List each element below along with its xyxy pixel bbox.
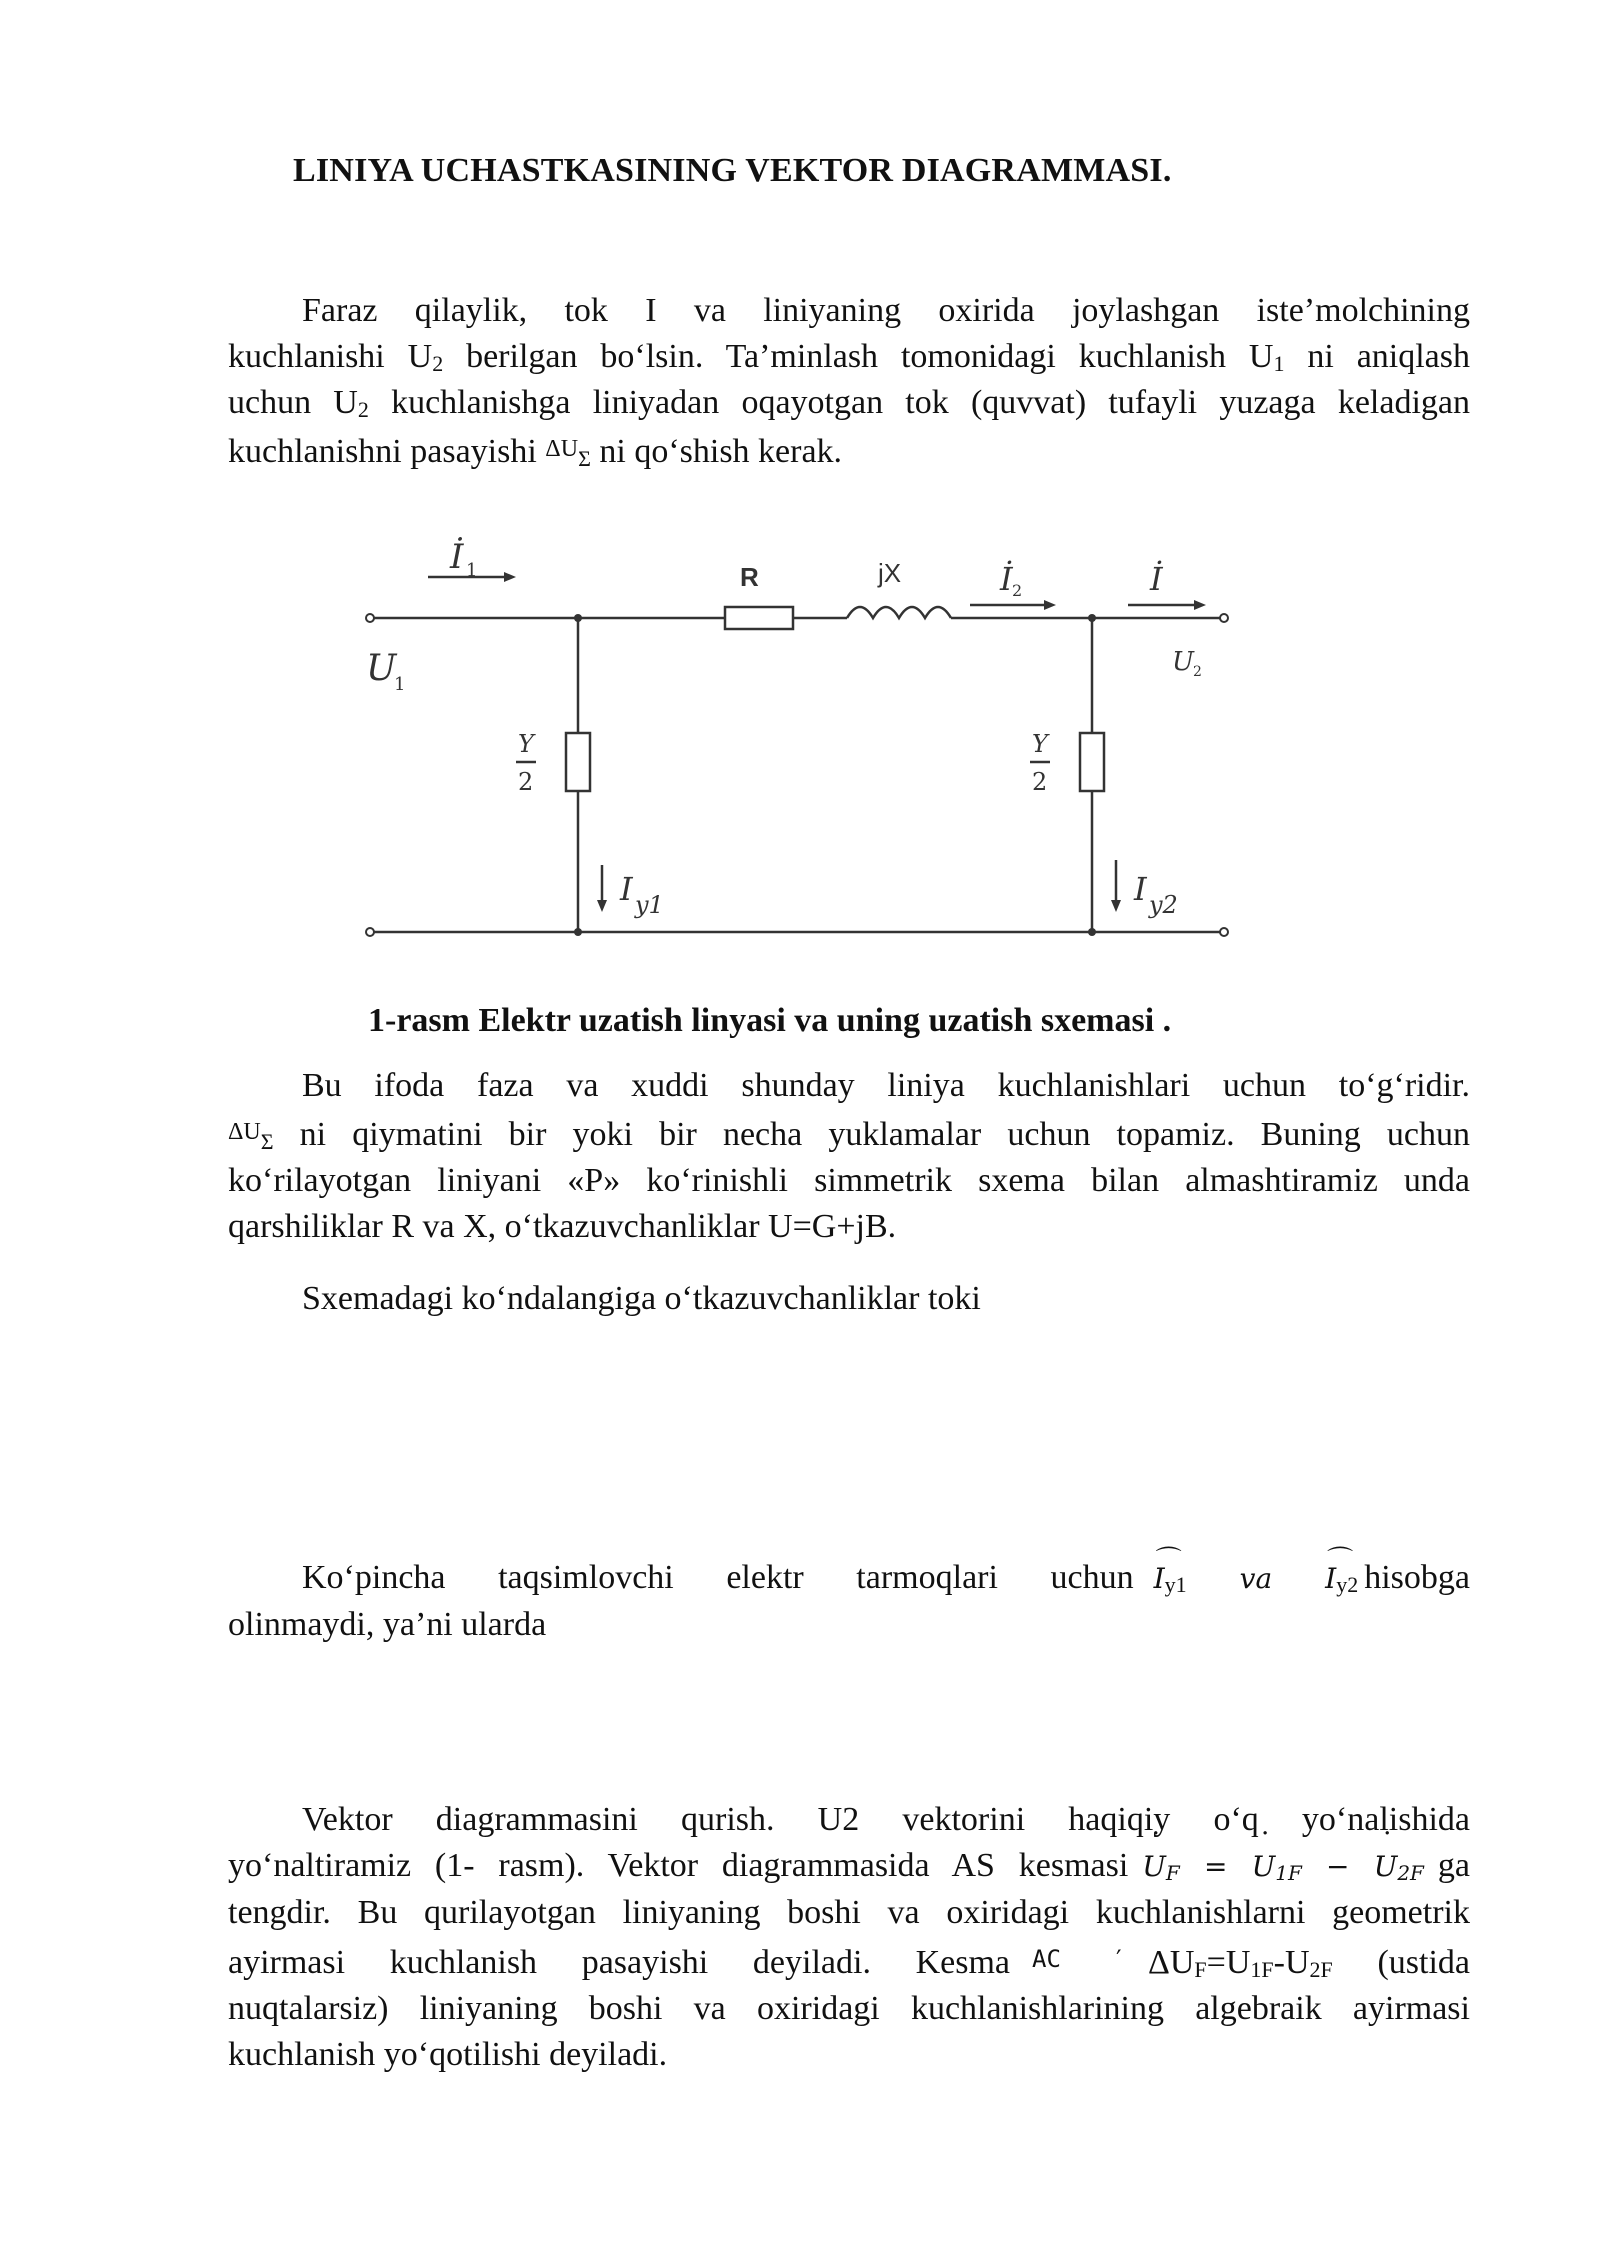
- subscript: Σ: [578, 446, 591, 471]
- para2-line2: ni qiymatini bir yoki bir necha yuklamalar uchun topamiz. Buning uchun: [273, 1116, 1470, 1153]
- subscript: 1F: [1275, 1861, 1302, 1885]
- i1-arrowhead: [504, 572, 516, 582]
- para1-line4a: kuchlanishni pasayishi: [228, 433, 546, 470]
- paragraph-shunt-current: [228, 1276, 1470, 1322]
- label-i1-sub: 1: [466, 560, 478, 581]
- para5-line4b: (ustida: [1332, 1944, 1471, 1981]
- label-i1: İ: [450, 537, 464, 577]
- label-u2: U: [1172, 647, 1194, 677]
- label-2-right: 2: [1032, 768, 1048, 796]
- label-u1: U: [366, 648, 397, 689]
- subscript: F: [1194, 1957, 1207, 1982]
- subscript: 2: [357, 397, 369, 422]
- paragraph-formula: [228, 1063, 1470, 1250]
- va-word: va: [1186, 1562, 1326, 1595]
- iy2-symbol: ⌒ I: [1325, 1556, 1336, 1602]
- label-2-left: 2: [518, 768, 534, 796]
- node-left-bottom: [574, 928, 582, 936]
- para5-line1: Vektor diagrammasini qurish. U2 vektorini haqiqiy o‘q yo‘nalishida: [302, 1801, 1470, 1838]
- right-shunt-admittance: [1080, 733, 1104, 791]
- inductor-jx: [847, 607, 951, 618]
- para4-line1a: Ko‘pincha taqsimlovchi elektr tarmoqlari uchun: [302, 1559, 1134, 1596]
- uf-symbol: ˙ U: [1142, 1844, 1166, 1890]
- para2-line1: Bu ifoda faza va xuddi shunday liniya kuchlanishlari uchun to‘g‘ridir.: [302, 1067, 1470, 1104]
- equation-part: =U: [1206, 1944, 1251, 1981]
- node-left-top: [574, 614, 582, 622]
- label-y-right: Y: [1032, 730, 1048, 758]
- subscript: 1F: [1250, 1957, 1274, 1982]
- para5-line2a: yo‘naltiramiz (1- rasm). Vektor diagrammasida AS kesmasi: [228, 1847, 1129, 1884]
- para1-line2a: kuchlanishi U: [228, 338, 433, 375]
- iy1-arrowhead: [597, 900, 607, 912]
- equals-sign: =: [1179, 1850, 1252, 1883]
- page-title: LINIYA UCHASTKASINING VEKTOR DIAGRAMMASI.: [293, 152, 1172, 189]
- subscript: F: [1165, 1861, 1180, 1885]
- transmission-line-circuit-diagram: [350, 520, 1250, 960]
- para1-line3a: uchun U: [228, 384, 358, 421]
- terminal-u2-top: [1220, 614, 1228, 622]
- u2f-symbol: ˙ U: [1374, 1844, 1398, 1890]
- label-iy2-sub: y2: [1149, 891, 1178, 919]
- iy1-symbol: ⌒ I: [1154, 1556, 1165, 1602]
- para2-line4: qarshiliklar R va X, o‘tkazuvchanliklar U=G+jB.: [228, 1208, 897, 1245]
- paragraph-intro: [228, 288, 1470, 475]
- left-shunt-admittance: [566, 733, 590, 791]
- ac-prime-label: AC ′: [1032, 1945, 1126, 1973]
- label-iy1: I: [620, 870, 633, 908]
- subscript: Σ: [260, 1129, 274, 1154]
- label-r: R: [740, 562, 759, 592]
- label-u2-sub: 2: [1193, 664, 1202, 680]
- para5-line5: nuqtalarsiz) liniyaning boshi va oxiridagi kuchlanishlarining algebraik ayirmasi: [228, 1990, 1470, 2027]
- node-right-bottom: [1088, 928, 1096, 936]
- paragraph-vector-diagram: [228, 1797, 1470, 2078]
- u1f-symbol: ˙ U: [1252, 1844, 1276, 1890]
- label-i: İ: [1150, 560, 1163, 598]
- label-jx: jX: [878, 558, 902, 588]
- para4-line1b: hisobga: [1364, 1559, 1471, 1596]
- resistor-r: [725, 607, 793, 629]
- para1-line2b: berilgan bo‘lsin. Ta’minlash tomonidagi kuchlanish U: [443, 338, 1274, 375]
- label-iy1-sub: y1: [635, 891, 664, 919]
- subscript: 2F: [1309, 1957, 1333, 1982]
- para1-line1: Faraz qilaylik, tok I va liniyaning oxirida joylashgan iste’molchining: [302, 292, 1470, 329]
- label-iy2: I: [1134, 870, 1147, 908]
- terminal-u1-bottom: [366, 928, 374, 936]
- para4-line2: olinmaydi, ya’ni ularda: [228, 1606, 547, 1643]
- para5-line2b: ga: [1437, 1847, 1471, 1884]
- i-arrowhead: [1194, 600, 1206, 610]
- para3-line1: Sxemadagi ko‘ndalangiga o‘tkazuvchanliklar toki: [302, 1280, 981, 1317]
- terminal-u1-top: [366, 614, 374, 622]
- label-y-left: Y: [518, 730, 534, 758]
- para5-line6: kuchlanish yo‘qotilishi deyiladi.: [228, 2036, 668, 2073]
- minus-sign: −: [1301, 1850, 1374, 1883]
- iy2-arrowhead: [1111, 900, 1121, 912]
- delta-u-symbol: ΔU: [545, 436, 579, 462]
- para1-line2c: ni aniqlash: [1284, 338, 1470, 375]
- equation-part: -U: [1273, 1944, 1310, 1981]
- label-i2: İ: [1000, 560, 1013, 598]
- delta-u-symbol: ΔU: [1148, 1944, 1195, 1981]
- delta-u-symbol: ΔU: [228, 1119, 261, 1145]
- figure-caption: 1-rasm Elektr uzatish linyasi va uning uzatish sxemasi .: [368, 1002, 1172, 1039]
- para1-line3b: kuchlanishga liniyadan oqayotgan tok (quvvat) tufayli yuzaga keladigan: [368, 384, 1470, 421]
- subscript: y1: [1164, 1572, 1187, 1597]
- subscript: y2: [1336, 1572, 1359, 1597]
- para2-line3: ko‘rilayotgan liniyani «P» ko‘rinishli simmetrik sxema bilan almashtiramiz unda: [228, 1162, 1470, 1199]
- para5-line3: tengdir. Bu qurilayotgan liniyaning boshi va oxiridagi kuchlanishlarni geometrik: [228, 1894, 1470, 1931]
- subscript: 2: [432, 351, 444, 376]
- subscript: 2F: [1397, 1861, 1424, 1885]
- para1-line4b: ni qo‘shish kerak.: [590, 433, 843, 470]
- label-i2-sub: 2: [1012, 581, 1023, 600]
- subscript: 1: [1273, 351, 1285, 376]
- i2-arrowhead: [1044, 600, 1056, 610]
- terminal-u2-bottom: [1220, 928, 1228, 936]
- paragraph-distribution: [228, 1555, 1470, 1648]
- label-u1-sub: 1: [394, 674, 406, 695]
- para5-line4a: ayirmasi kuchlanish pasayishi deyiladi. Kesma: [228, 1944, 1011, 1981]
- node-right-top: [1088, 614, 1096, 622]
